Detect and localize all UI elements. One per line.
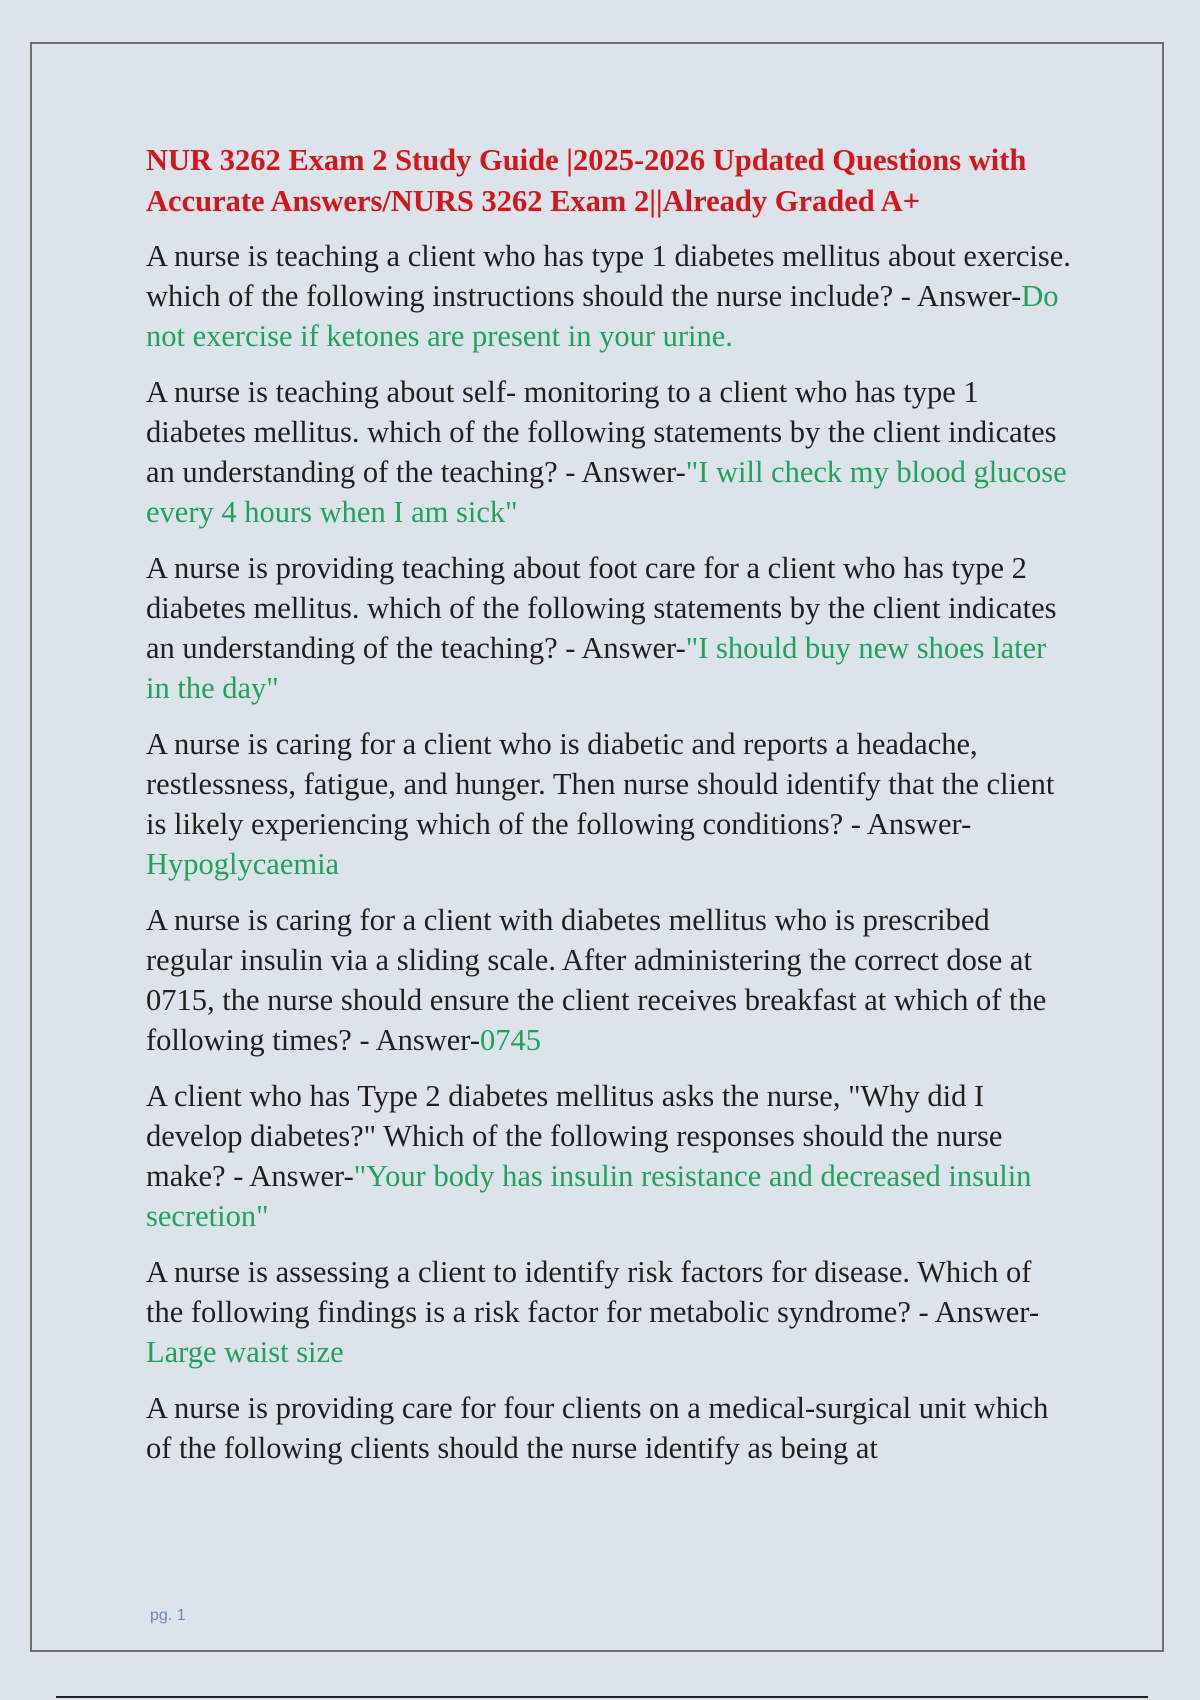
answer-text: "Your body has insulin resistance and decreased insulin secretion"	[146, 1159, 1032, 1233]
question-text: A nurse is providing care for four clients on a medical-surgical unit which of the following clients should the nurse identify as being at	[146, 1391, 1049, 1465]
question-text: A nurse is teaching about self- monitoring to a client who has type 1 diabetes mellitus. which of the following statements by the client indicates an understanding of the teaching? - Answer-	[146, 375, 1057, 489]
qa-item-4	[146, 724, 1076, 884]
page-divider	[56, 1696, 1148, 1698]
document-content	[146, 140, 1076, 1484]
answer-text: 0745	[479, 1023, 541, 1057]
qa-item-2	[146, 372, 1076, 532]
answer-text: Hypoglycaemia	[146, 847, 340, 881]
answer-text: Do not exercise if ketones are present in your urine.	[146, 279, 1059, 353]
qa-item-1	[146, 236, 1076, 356]
qa-item-5	[146, 900, 1076, 1060]
answer-text: "I should buy new shoes later in the day"	[146, 631, 1047, 705]
question-text: A nurse is caring for a client who is diabetic and reports a headache, restlessness, fatigue, and hunger. Then nurse should identify that the client is likely experiencing which of the following conditions? - Answer-	[146, 727, 1055, 841]
question-text: A nurse is assessing a client to identify risk factors for disease. Which of the following findings is a risk factor for metabolic syndrome? - Answer-	[146, 1255, 1039, 1329]
page-number: pg. 1	[150, 1607, 186, 1624]
question-text: A nurse is teaching a client who has type 1 diabetes mellitus about exercise. which of the following instructions should the nurse include? - Answer-	[146, 239, 1071, 313]
qa-item-7	[146, 1252, 1076, 1372]
question-text: A nurse is caring for a client with diabetes mellitus who is prescribed regular insulin via a sliding scale. After administering the correct dose at 0715, the nurse should ensure the client receives breakfast at which of the following times? - Answer-	[146, 903, 1047, 1057]
question-text: A nurse is providing teaching about foot care for a client who has type 2 diabetes mellitus. which of the following statements by the client indicates an understanding of the teaching? - Answer-	[146, 551, 1057, 665]
question-text: A client who has Type 2 diabetes mellitus asks the nurse, "Why did I develop diabetes?" Which of the following responses should the nurse make? - Answer-	[146, 1079, 1003, 1193]
answer-text: Large waist size	[146, 1335, 344, 1369]
document-title: NUR 3262 Exam 2 Study Guide |2025-2026 Updated Questions with Accurate Answers/NURS 3262 Exam 2||Already Graded A+	[146, 143, 1027, 218]
qa-item-6	[146, 1076, 1076, 1236]
qa-item-3	[146, 548, 1076, 708]
qa-item-8	[146, 1388, 1076, 1468]
answer-text: "I will check my blood glucose every 4 hours when I am sick"	[146, 455, 1067, 529]
